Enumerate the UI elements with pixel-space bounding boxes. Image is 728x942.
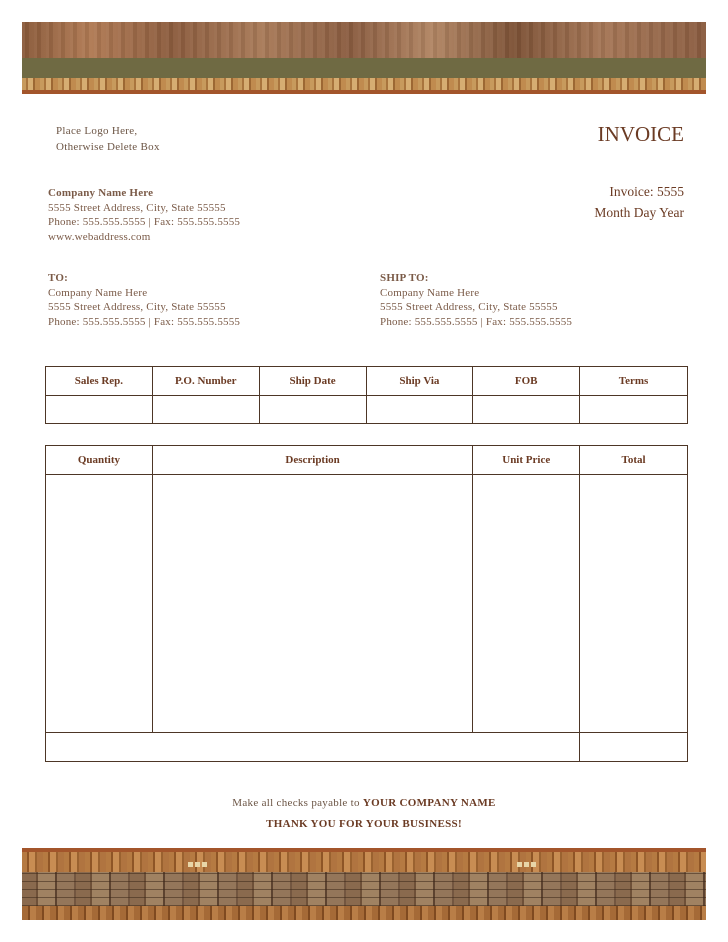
payment-prefix: Make all checks payable to	[232, 797, 360, 809]
footer-wood-base	[22, 906, 706, 920]
logo-placeholder-line1: Place Logo Here,	[56, 125, 138, 137]
col-fob: FOB	[473, 367, 580, 396]
company-phone-fax: Phone: 555.555.5555 | Fax: 555.555.5555	[48, 216, 241, 229]
header-banner-band	[22, 58, 706, 78]
invoice-meta	[594, 181, 684, 223]
ship-date-cell[interactable]	[259, 396, 366, 424]
grand-total-cell[interactable]	[580, 733, 688, 762]
line-items-header-row	[46, 446, 688, 475]
order-terms-table	[45, 366, 688, 424]
company-web: www.webaddress.com	[48, 230, 151, 243]
footer-notes-cell[interactable]	[46, 733, 580, 762]
col-po-number: P.O. Number	[152, 367, 259, 396]
line-items-table	[45, 445, 688, 762]
invoice-number: Invoice: 5555	[609, 184, 684, 199]
col-quantity: Quantity	[46, 446, 153, 475]
document-title: INVOICE	[597, 122, 684, 146]
footer-dots-icon	[188, 862, 208, 867]
sales-rep-cell[interactable]	[46, 396, 153, 424]
col-ship-via: Ship Via	[366, 367, 473, 396]
unit-price-cell[interactable]	[473, 475, 580, 733]
logo-placeholder[interactable]	[56, 123, 160, 155]
company-info	[48, 186, 240, 244]
col-ship-date: Ship Date	[259, 367, 366, 396]
terms-cell[interactable]	[580, 396, 688, 424]
ship-to-heading: SHIP TO:	[380, 272, 429, 284]
header-banner	[22, 22, 706, 94]
description-cell[interactable]	[152, 475, 472, 733]
bill-to-block	[48, 271, 240, 329]
footer-wood-strip	[22, 852, 706, 872]
line-items-footer-row	[46, 733, 688, 762]
header-banner-wood-strip	[22, 78, 706, 90]
logo-placeholder-line2: Otherwise Delete Box	[56, 141, 160, 153]
col-unit-price: Unit Price	[473, 446, 580, 475]
order-terms-header-row	[46, 367, 688, 396]
footer-stone-wall	[22, 872, 706, 906]
bill-to-address: 5555 Street Address, City, State 55555	[48, 301, 226, 314]
col-description: Description	[152, 446, 472, 475]
header-banner-texture	[22, 22, 706, 58]
ship-to-block	[380, 271, 572, 329]
payee-company: YOUR COMPANY NAME	[362, 797, 496, 809]
footer-banner	[22, 848, 706, 920]
quantity-cell[interactable]	[46, 475, 153, 733]
order-terms-value-row	[46, 396, 688, 424]
col-terms: Terms	[580, 367, 688, 396]
footer-dots-icon	[517, 862, 537, 867]
payment-instructions	[0, 797, 728, 809]
total-cell[interactable]	[580, 475, 688, 733]
header-banner-rule	[22, 90, 706, 94]
po-number-cell[interactable]	[152, 396, 259, 424]
bill-to-name: Company Name Here	[48, 286, 148, 299]
ship-to-name: Company Name Here	[380, 286, 480, 299]
thank-you-message: THANK YOU FOR YOUR BUSINESS!	[266, 818, 462, 830]
bill-to-phone-fax: Phone: 555.555.5555 | Fax: 555.555.5555	[48, 315, 241, 328]
col-total: Total	[580, 446, 688, 475]
line-items-body-row	[46, 475, 688, 733]
company-name: Company Name Here	[48, 187, 154, 199]
ship-to-phone-fax: Phone: 555.555.5555 | Fax: 555.555.5555	[380, 315, 573, 328]
company-address: 5555 Street Address, City, State 55555	[48, 201, 226, 214]
bill-to-heading: TO:	[48, 272, 68, 284]
invoice-date: Month Day Year	[594, 205, 684, 220]
ship-to-address: 5555 Street Address, City, State 55555	[380, 301, 558, 314]
ship-via-cell[interactable]	[366, 396, 473, 424]
fob-cell[interactable]	[473, 396, 580, 424]
col-sales-rep: Sales Rep.	[46, 367, 153, 396]
